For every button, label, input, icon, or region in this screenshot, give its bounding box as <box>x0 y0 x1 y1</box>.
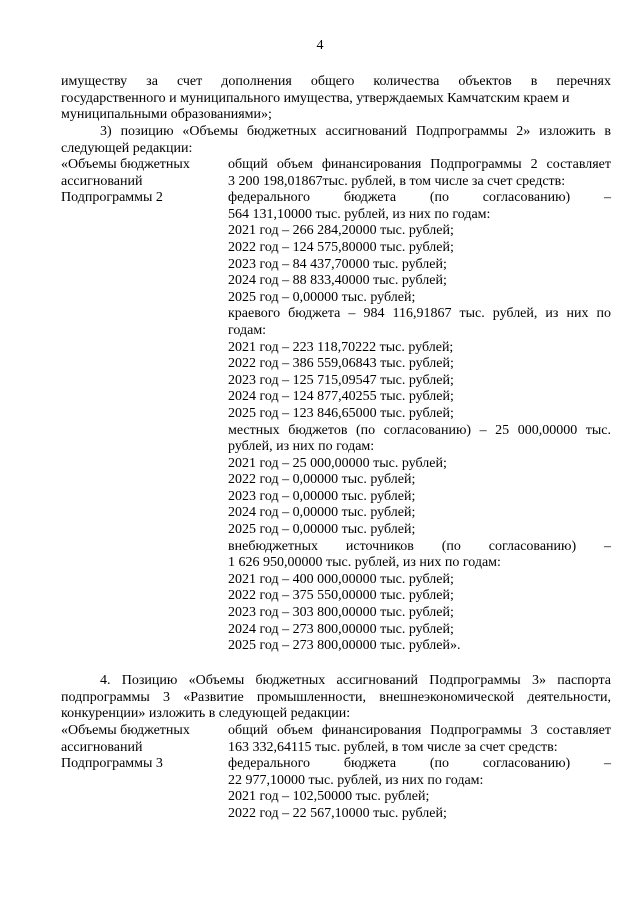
value-line: 2022 год – 0,00000 тыс. рублей; <box>228 472 416 488</box>
value-line: 2023 год – 84 437,70000 тыс. рублей; <box>228 256 447 272</box>
value-line: 2021 год – 400 000,00000 тыс. рублей; <box>228 571 454 587</box>
value-line: 2024 год – 88 833,40000 тыс. рублей; <box>228 273 447 289</box>
value-line: 2025 год – 0,00000 тыс. рублей; <box>228 522 416 538</box>
value-line: 2023 год – 0,00000 тыс. рублей; <box>228 488 416 504</box>
item-4-paragraph <box>61 673 611 723</box>
value-line: 2021 год – 223 118,70222 тыс. рублей; <box>228 339 454 355</box>
value-line: общий объем финансирования Подпрограммы 3 составляет <box>228 723 611 738</box>
intro-paragraph <box>61 74 611 124</box>
value-line: 22 977,10000 тыс. рублей, из них по годам: <box>228 772 484 788</box>
value-line: годам: <box>228 322 267 338</box>
value-line: 163 332,64115 тыс. рублей, в том числе за счет средств: <box>228 739 558 755</box>
value-line: 2024 год – 273 800,00000 тыс. рублей; <box>228 621 454 637</box>
value-line: 2021 год – 102,50000 тыс. рублей; <box>228 789 430 805</box>
text-line: подпрограммы 3 «Развитие промышленности, внешнеэкономической деятельности, <box>61 689 611 705</box>
value-line: 2023 год – 125 715,09547 тыс. рублей; <box>228 372 454 388</box>
text-line: муниципальными образованиями»; <box>61 107 272 123</box>
label-line: ассигнований <box>61 739 143 755</box>
value-line: рублей, из них по годам: <box>228 439 375 455</box>
subprogram-3-label <box>61 723 226 773</box>
text-line: следующей редакции: <box>61 140 193 156</box>
label-line: «Объемы бюджетных <box>61 157 190 172</box>
subprogram-3-values <box>228 723 611 823</box>
text-line: имуществу за счет дополнения общего количества объектов в перечнях <box>61 74 611 89</box>
label-line: ассигнований <box>61 173 143 189</box>
value-line: 2025 год – 123 846,65000 тыс. рублей; <box>228 405 454 421</box>
value-line: 2022 год – 22 567,10000 тыс. рублей; <box>228 805 447 821</box>
text-line: 4. Позицию «Объемы бюджетных ассигнований Подпрограммы 3» паспорта <box>100 673 611 688</box>
value-line: 1 626 950,00000 тыс. рублей, из них по годам: <box>228 555 501 571</box>
value-line: местных бюджетов (по согласованию) – 25 000,00000 тыс. <box>228 422 611 438</box>
text-line: 3) позицию «Объемы бюджетных ассигнований Подпрограммы 2» изложить в <box>100 124 611 139</box>
label-line: «Объемы бюджетных <box>61 723 190 738</box>
value-line: 2024 год – 124 877,40255 тыс. рублей; <box>228 389 454 405</box>
label-line: Подпрограммы 3 <box>61 756 163 772</box>
value-line: федерального бюджета (по согласованию) – <box>228 190 611 206</box>
text-line: конкуренции» изложить в следующей редакции: <box>61 706 351 722</box>
subprogram-2-label <box>61 157 226 207</box>
value-line: внебюджетных источников (по согласованию) – <box>228 538 611 554</box>
value-line: 2024 год – 0,00000 тыс. рублей; <box>228 505 416 521</box>
value-line: федерального бюджета (по согласованию) – <box>228 756 611 772</box>
item-3-paragraph <box>61 124 611 157</box>
value-line: 2022 год – 124 575,80000 тыс. рублей; <box>228 239 454 255</box>
value-line: краевого бюджета – 984 116,91867 тыс. рублей, из них по <box>228 306 611 322</box>
value-line: 3 200 198,01867тыс. рублей, в том числе за счет средств: <box>228 173 566 189</box>
value-line: 564 131,10000 тыс. рублей, из них по годам: <box>228 206 491 222</box>
value-line: 2021 год – 266 284,20000 тыс. рублей; <box>228 223 454 239</box>
label-line: Подпрограммы 2 <box>61 190 163 206</box>
value-line: 2025 год – 0,00000 тыс. рублей; <box>228 289 416 305</box>
value-line: 2022 год – 386 559,06843 тыс. рублей; <box>228 356 454 372</box>
value-line: общий объем финансирования Подпрограммы 2 составляет <box>228 157 611 172</box>
value-line: 2023 год – 303 800,00000 тыс. рублей; <box>228 605 454 621</box>
value-line: 2021 год – 25 000,00000 тыс. рублей; <box>228 455 447 471</box>
text-line: государственного и муниципального имущества, утверждаемых Камчатским краем и <box>61 90 570 106</box>
value-line: 2022 год – 375 550,00000 тыс. рублей; <box>228 588 454 604</box>
subprogram-2-values <box>228 157 611 655</box>
value-line: 2025 год – 273 800,00000 тыс. рублей». <box>228 638 461 654</box>
page-number: 4 <box>316 38 324 53</box>
